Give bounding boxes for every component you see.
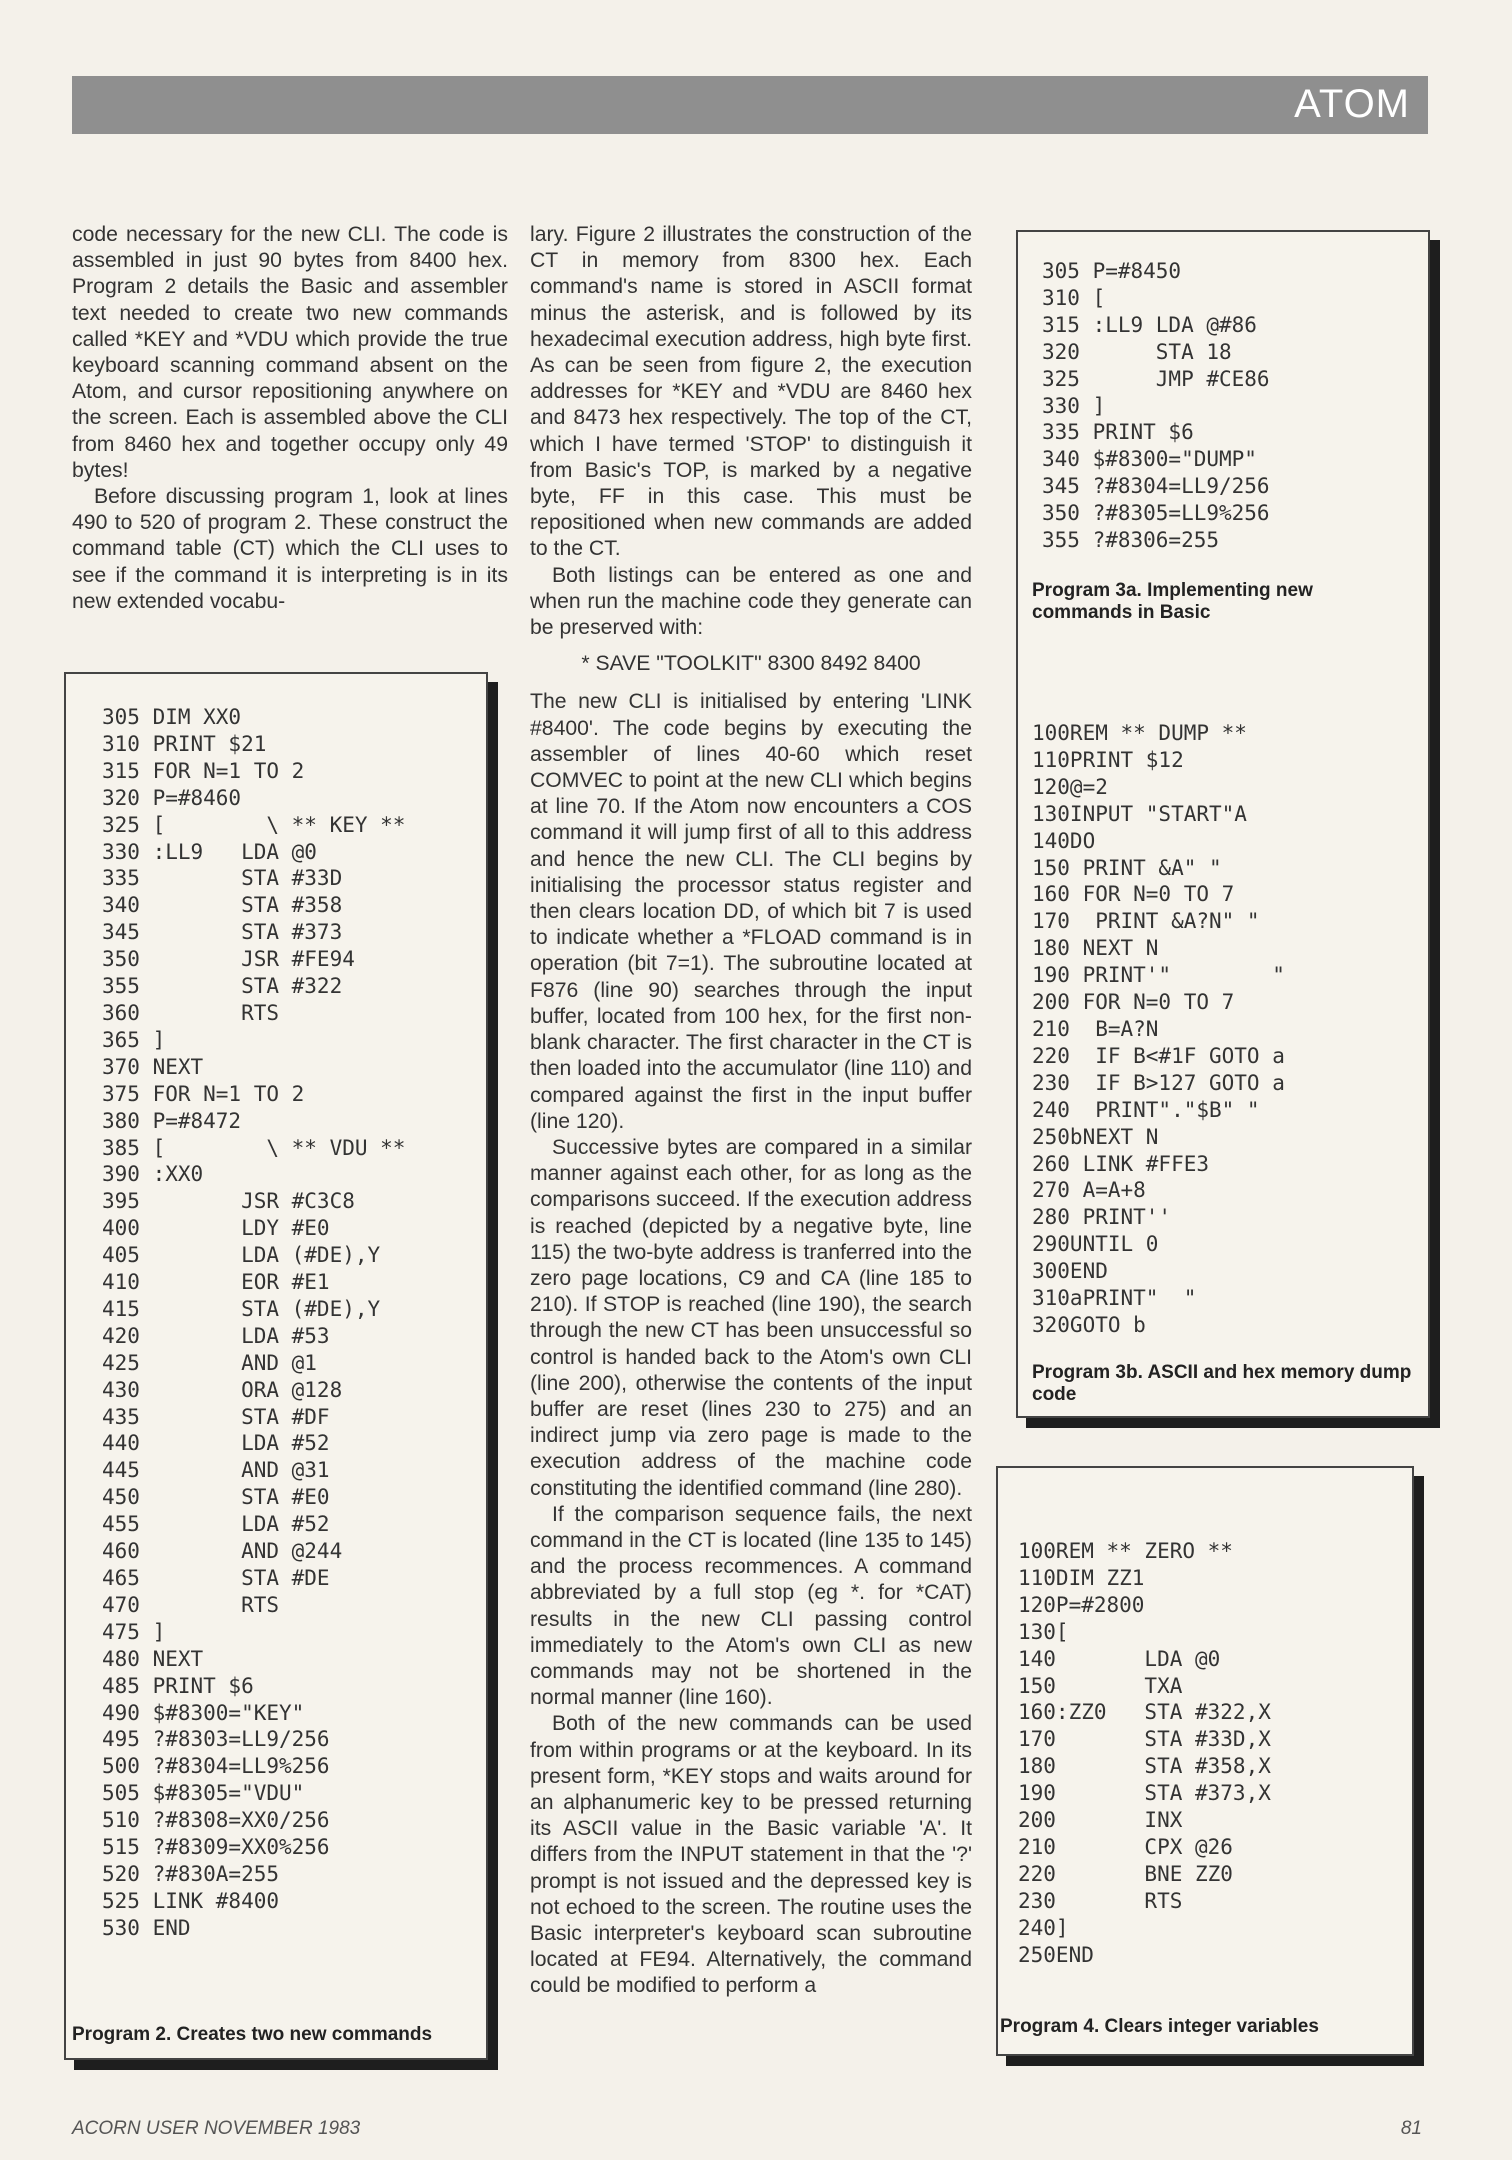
paragraph: code necessary for the new CLI. The code is assembled in just 90 bytes from 8400 hex. Program 2 details the Basic and assembler text needed to create two new commands called *KEY and *VDU which provide the true keyboard scanning command absent on the Atom, and cursor repositioning anywhere on the screen. Each is assembled above the CLI from 8460 hex and together occupy only 49 bytes!: [72, 223, 508, 482]
article-column-1: [72, 222, 508, 615]
save-command: * SAVE "TOOLKIT" 8300 8492 8400: [581, 652, 921, 676]
program-2-listing: [64, 672, 488, 2060]
paragraph: Both of the new commands can be used from within programs or at the keyboard. In its present form, *KEY stops and waits around for an alphanumeric key to be pressed returning its ASCII value in the Basic variable 'A'. It differs from the INPUT statement in that the '?' prompt is not issued and the depressed key is not echoed to the screen. The routine uses the Basic interpreter's keyboard scan subroutine located at FE94. Alternatively, the command could be modified to perform a: [530, 1712, 972, 1998]
program-3a-code: 305 P=#8450 310 [ 315 :LL9 LDA @#86 320 STA 18 325 JMP #CE86 330 ] 335 PRINT $6 340 $#8300="DUMP" 345 ?#8304=LL9/256 350 ?#8305=LL9%256 355 ?#8306=255: [1042, 259, 1270, 553]
paragraph: The new CLI is initialised by entering 'LINK #8400'. The code begins by executing the assembler of lines 40-60 which reset COMVEC to point at the new CLI which begins at line 70. If the Atom now encounters a COS command it will jump first of all to this address and hence the new CLI. The CLI begins by initialising the processor status register and then clears location DD, of which bit 7 is used to indicate whether a *FLOAD command is in operation (bit 7=1). The subroutine located at F876 (line 90) searches through the input buffer, located from 100 hex, for the first non-blank character. The first character in the CT is then loaded into the accumulator (line 110) and compared against the first in the input buffer (line 120).: [530, 690, 972, 1133]
program-3b-code: 100REM ** DUMP ** 110PRINT $12 120@=2 130INPUT "START"A 140DO 150 PRINT &A" " 160 FOR N=0 TO 7 170 PRINT &A?N" " 180 NEXT N 190 PRINT'" " 200 FOR N=0 TO 7 210 B=A?N 220 IF B<#1F GOTO a 230 IF B>127 GOTO a 240 PRINT"."$B" " 250bNEXT N 260 LINK #FFE3 270 A=A+8 280 PRINT'' 290UNTIL 0 300END 310aPRINT" " 320GOTO b: [1032, 721, 1285, 1337]
program-2-code: 305 DIM XX0 310 PRINT $21 315 FOR N=1 TO 2 320 P=#8460 325 [ \ ** KEY ** 330 :LL9 LDA @0 335 STA #33D 340 STA #358 345 STA #373 350 JSR #FE94 355 STA #322 360 RTS 365 ] 370 NEXT 375 FOR N=1 TO 2 380 P=#8472 385 [ \ ** VDU ** 390 :XX0 395 JSR #C3C8 400 LDY #E0 405 LDA (#DE),Y 410 EOR #E1 415 STA (#DE),Y 420 LDA #53 425 AND @1 430 ORA @128 435 STA #DF 440 LDA #52 445 AND @31 450 STA #E0 455 LDA #52 460 AND @244 465 STA #DE 470 RTS 475 ] 480 NEXT 485 PRINT $6 490 $#8300="KEY" 495 ?#8303=LL9/256 500 ?#8304=LL9%256 505 $#8305="VDU" 510 ?#8308=XX0/256 515 ?#8309=XX0%256 520 ?#830A=255 525 LINK #8400 530 END: [102, 705, 406, 1940]
section-banner: [72, 76, 1428, 134]
program-3-listing: [1016, 230, 1430, 1418]
program-4-code: 100REM ** ZERO ** 110DIM ZZ1 120P=#2800 130[ 140 LDA @0 150 TXA 160:ZZ0 STA #322,X 170 STA #33D,X 180 STA #358,X 190 STA #373,X 200 INX 210 CPX @26 220 BNE ZZ0 230 RTS 240] 250END: [1018, 1539, 1271, 1967]
section-title: ATOM: [1294, 82, 1410, 126]
program-3b-caption: Program 3b. ASCII and hex memory dump code: [1032, 1362, 1412, 1405]
paragraph: Both listings can be entered as one and when run the machine code they generate can be preserved with:: [530, 563, 972, 640]
program-4-caption: Program 4. Clears integer variables: [1000, 2016, 1319, 2037]
program-4-listing: [996, 1466, 1414, 2056]
footer-magazine: ACORN USER NOVEMBER 1983: [72, 2118, 361, 2139]
article-column-2: [530, 222, 972, 2000]
paragraph: lary. Figure 2 illustrates the construction of the CT in memory from 8300 hex. Each command's name is stored in ASCII format minus the asterisk, and is followed by its hexadecimal execution address, high byte first. As can be seen from figure 2, the execution addresses for *KEY and *VDU are 8460 hex and 8473 hex respectively. The top of the CT, which I have termed 'STOP' to distinguish it from Basic's TOP, is marked by a negative byte, FF in this case. This must be repositioned when new commands are added to the CT.: [530, 223, 972, 561]
paragraph: Successive bytes are compared in a similar manner against each other, for as long as the comparisons succeed. If the execution address is reached (depicted by a negative byte, line 115) the two-byte address is tranferred into the zero page locations, C9 and CA (line 185 to 210). If STOP is reached (line 190), the search through the new CT has been unsuccessful so control is handed back to the Atom's own CLI (line 200), otherwise the contents of the input buffer are reset (lines 230 to 275) and an indirect jump via zero page is made to the execution address of the machine code constituting the identified command (line 280).: [530, 1135, 972, 1500]
program-3a-caption: Program 3a. Implementing new commands in Basic: [1032, 580, 1313, 623]
paragraph: If the comparison sequence fails, the next command in the CT is located (line 135 to 145) and the process recommences. A command abbreviated by a full stop (eg *. for *CAT) results in the new CLI passing control immediately to the Atom's own CLI as new commands may not be shortened in the normal manner (line 160).: [530, 1502, 972, 1710]
program-2-caption: Program 2. Creates two new commands: [72, 2024, 433, 2045]
page-number: 81: [1400, 2118, 1422, 2139]
paragraph: Before discussing program 1, look at lines 490 to 520 of program 2. These construct the command table (CT) which the CLI uses to see if the command it is interpreting is in its new extended vocabu-: [72, 485, 508, 613]
